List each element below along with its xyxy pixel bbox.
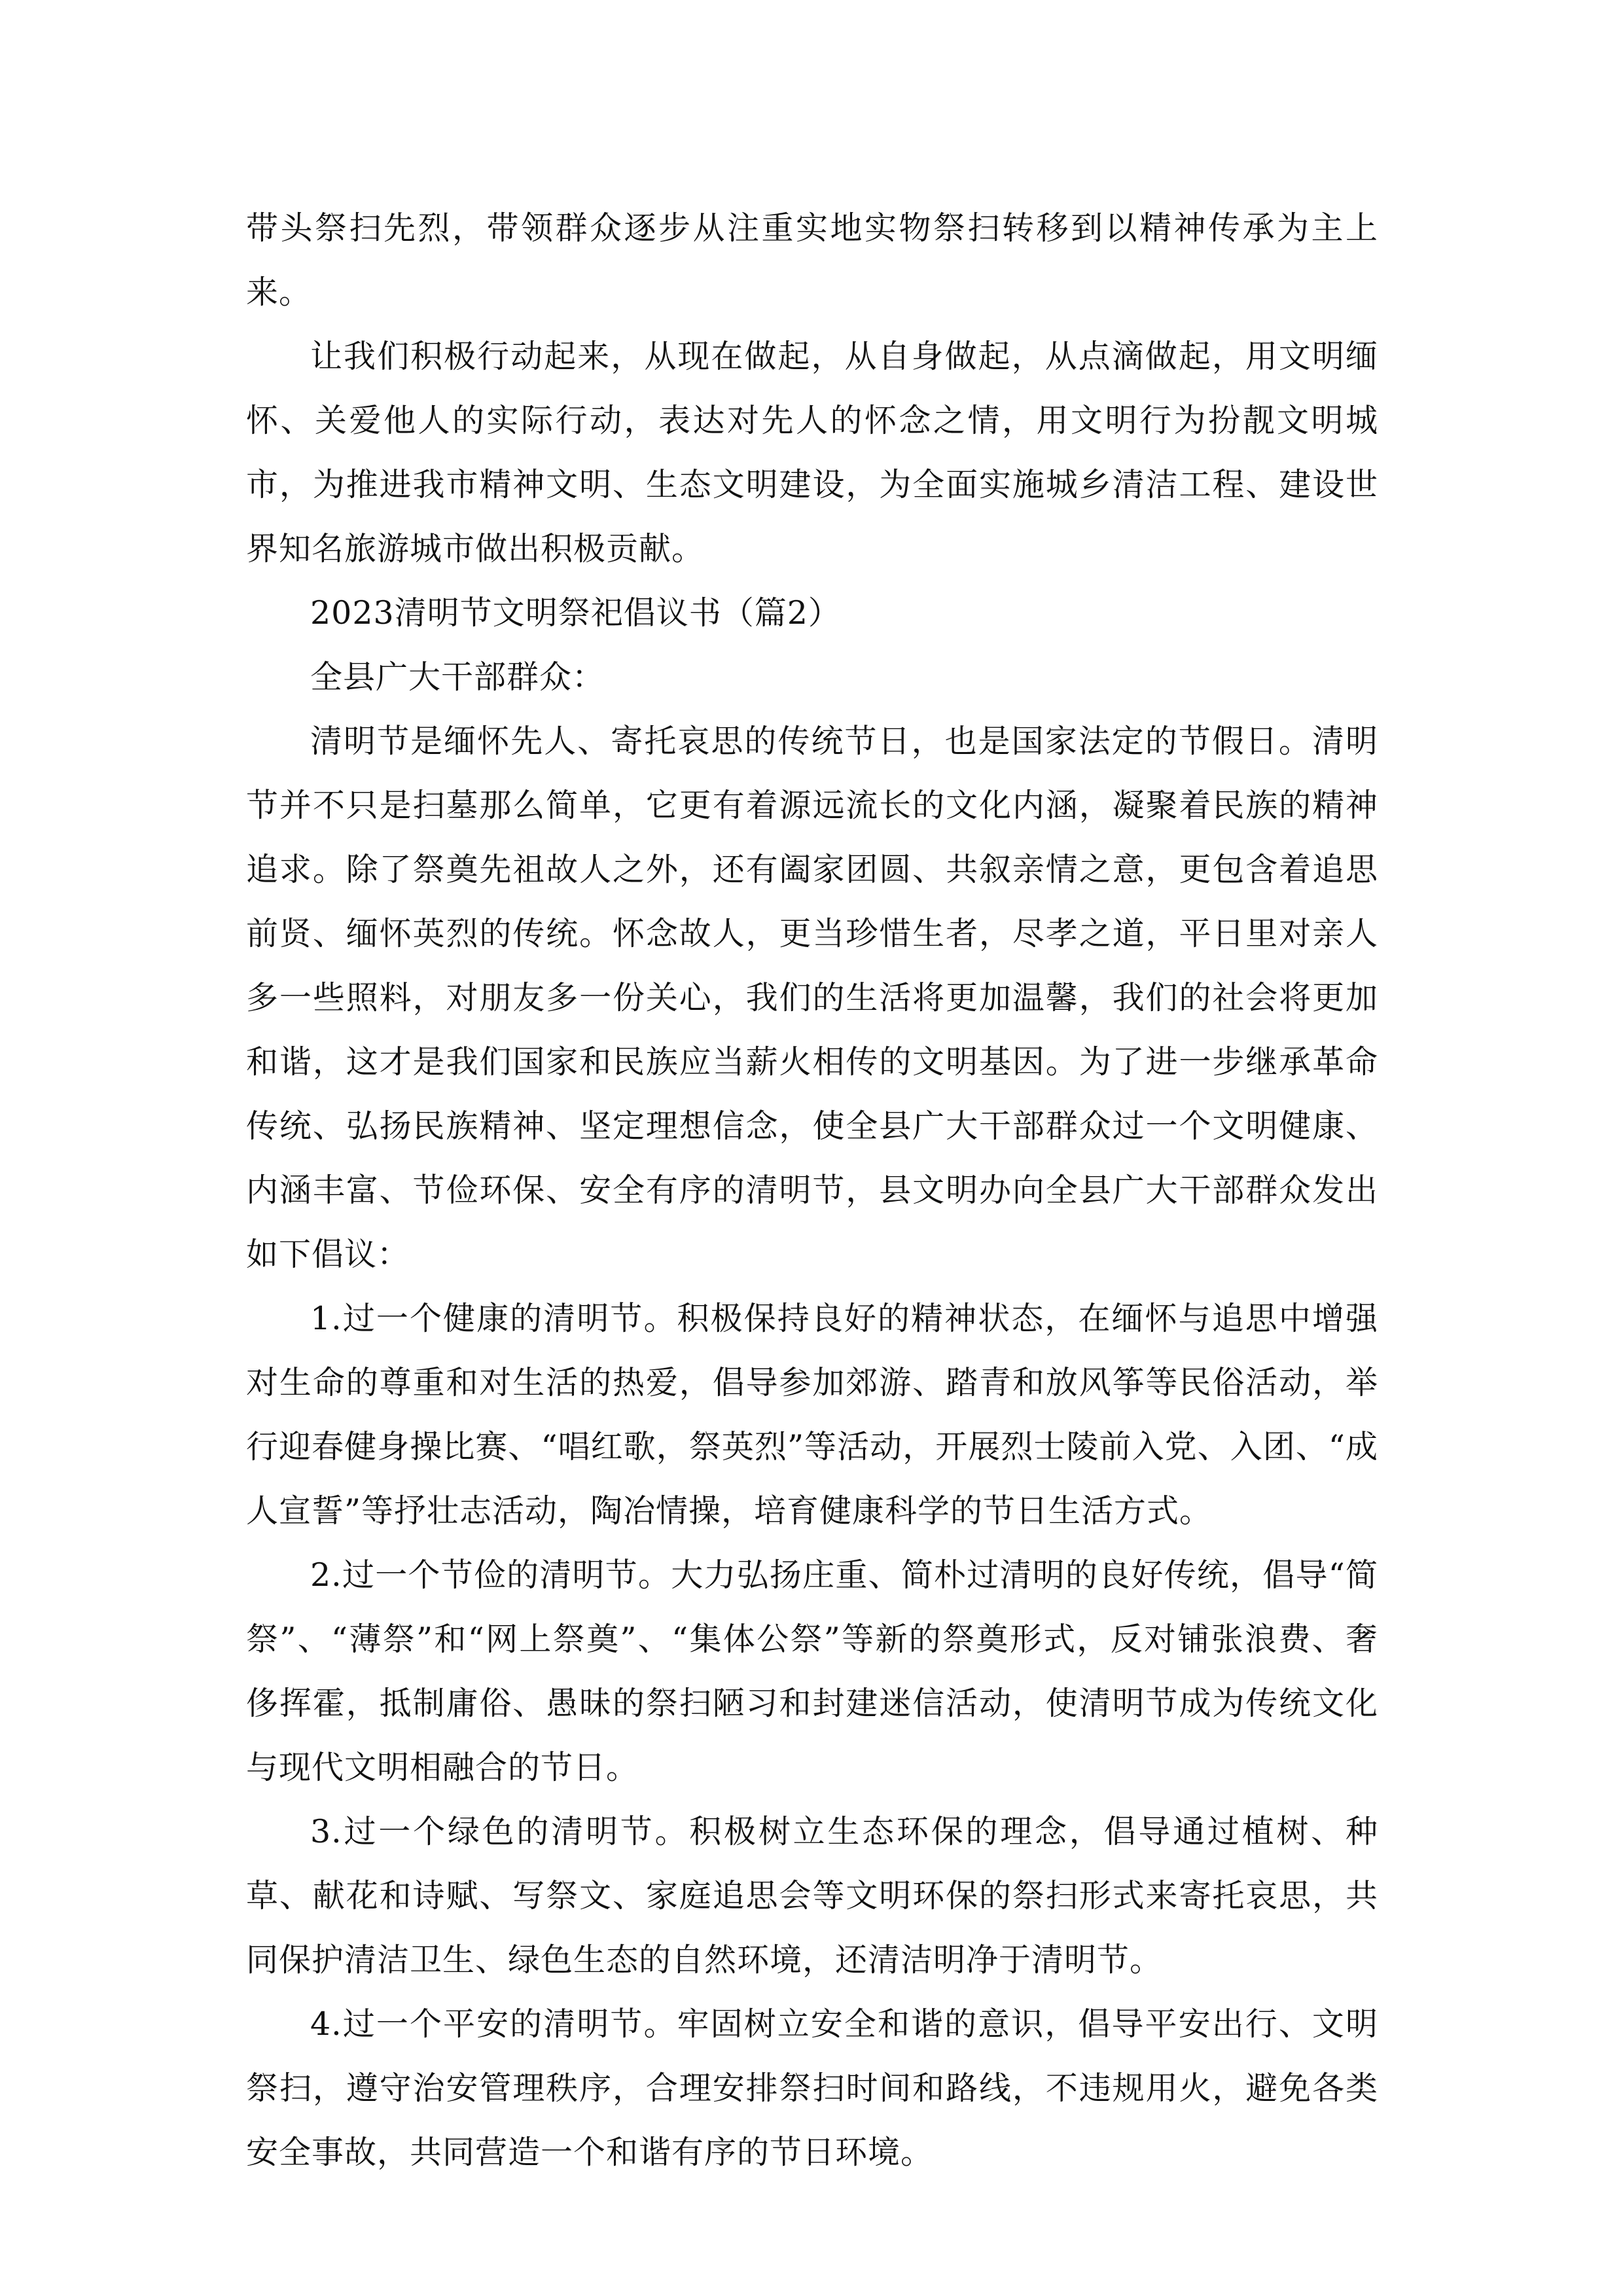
document-body xyxy=(246,196,1378,2185)
proposal-item-3: 3.过一个绿色的清明节。积极树立生态环保的理念，倡导通过植树、种草、献花和诗赋、写祭文、家庭追思会等文明环保的祭扫形式来寄托哀思，共同保护清洁卫生、绿色生态的自然环境，还清洁明净于清明节。 xyxy=(246,1813,1378,1979)
proposal-item-1: 1.过一个健康的清明节。积极保持良好的精神状态，在缅怀与追思中增强对生命的尊重和对生活的热爱，倡导参加郊游、踏青和放风筝等民俗活动，举行迎春健身操比赛、“唱红歌，祭英烈”等活动，开展烈士陵前入党、入团、“成人宣誓”等抒壮志活动，陶冶情操，培育健康科学的节日生活方式。 xyxy=(246,1300,1378,1530)
section-heading: 2023清明节文明祭祀倡议书（篇2） xyxy=(310,594,841,632)
paragraph-intro: 清明节是缅怀先人、寄托哀思的传统节日，也是国家法定的节假日。清明节并不只是扫墓那么简单，它更有着源远流长的文化内涵，凝聚着民族的精神追求。除了祭奠先祖故人之外，还有阖家团圆、共叙亲情之意，更包含着追思前贤、缅怀英烈的传统。怀念故人，更当珍惜生者，尽孝之道，平日里对亲人多一些照料，对朋友多一份关心，我们的生活将更加温馨，我们的社会将更加和谐，这才是我们国家和民族应当薪火相传的文明基因。为了进一步继承革命传统、弘扬民族精神、坚定理想信念，使全县广大干部群众过一个文明健康、内涵丰富、节俭环保、安全有序的清明节，县文明办向全县广大干部群众发出如下倡议： xyxy=(246,723,1378,1273)
proposal-item-2: 2.过一个节俭的清明节。大力弘扬庄重、简朴过清明的良好传统，倡导“简祭”、“薄祭”和“网上祭奠”、“集体公祭”等新的祭奠形式，反对铺张浪费、奢侈挥霍，抵制庸俗、愚昧的祭扫陋习和封建迷信活动，使清明节成为传统文化与现代文明相融合的节日。 xyxy=(246,1556,1378,1786)
paragraph-call-to-action: 让我们积极行动起来，从现在做起，从自身做起，从点滴做起，用文明缅怀、关爱他人的实际行动，表达对先人的怀念之情，用文明行为扮靓文明城市，为推进我市精神文明、生态文明建设，为全面实施城乡清洁工程、建设世界知名旅游城市做出积极贡献。 xyxy=(246,338,1378,567)
salutation: 全县广大干部群众： xyxy=(310,658,605,696)
paragraph-continuation: 带头祭扫先烈，带领群众逐步从注重实地实物祭扫转移到以精神传承为主上来。 xyxy=(246,209,1378,311)
proposal-item-4: 4.过一个平安的清明节。牢固树立安全和谐的意识，倡导平安出行、文明祭扫，遵守治安管理秩序，合理安排祭扫时间和路线，不违规用火，避免各类安全事故，共同营造一个和谐有序的节日环境。 xyxy=(246,2005,1378,2171)
